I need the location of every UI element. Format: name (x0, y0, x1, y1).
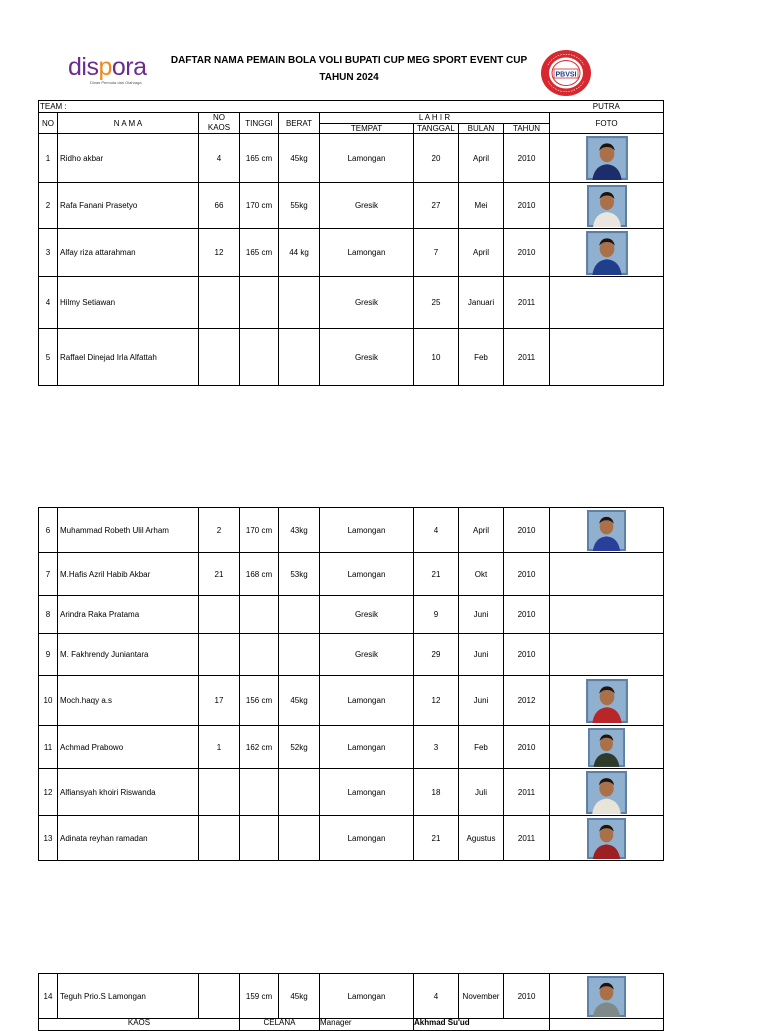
logo-tagline: Dinas Pemuda dan Olahraga (90, 80, 142, 85)
cell-no: 12 (39, 769, 58, 816)
cell-kaos: 4 (199, 134, 240, 183)
cell-tahun: 2010 (504, 183, 550, 229)
player-photo (586, 679, 628, 723)
cell-bulan: Juni (459, 634, 504, 676)
table-row (39, 596, 664, 634)
cell-tempat: Lamongan (320, 229, 414, 277)
cell-no: 11 (39, 726, 58, 769)
player-photo (587, 976, 626, 1017)
table-row (39, 553, 664, 596)
cell-nama: Muhammad Robeth Ulil Arham (58, 508, 199, 553)
cell-tanggal: 7 (414, 229, 459, 277)
cell-tanggal: 29 (414, 634, 459, 676)
cell-no: 9 (39, 634, 58, 676)
table-row (39, 634, 664, 676)
cell-kaos (199, 816, 240, 861)
col-header-lahir: L A H I R (320, 113, 550, 124)
col-header-bulan: BULAN (459, 123, 504, 134)
document-title (168, 52, 530, 86)
cell-no: 1 (39, 134, 58, 183)
cell-berat: 55kg (279, 183, 320, 229)
cell-tahun: 2010 (504, 553, 550, 596)
cell-nama: Moch.haqy a.s (58, 676, 199, 726)
cell-no: 7 (39, 553, 58, 596)
cell-tanggal: 12 (414, 676, 459, 726)
table-row (39, 229, 664, 277)
cell-tempat: Gresik (320, 277, 414, 329)
cell-tahun: 2010 (504, 726, 550, 769)
cell-bulan: April (459, 229, 504, 277)
cell-tanggal: 21 (414, 553, 459, 596)
cell-kaos (199, 634, 240, 676)
cell-tinggi: 170 cm (240, 183, 279, 229)
cell-no: 2 (39, 183, 58, 229)
dispora-logo (68, 52, 160, 92)
table-row (39, 134, 664, 183)
table-row (39, 974, 664, 1019)
cell-foto (550, 769, 664, 816)
cell-tahun: 2012 (504, 676, 550, 726)
cell-bulan: Januari (459, 277, 504, 329)
cell-tanggal: 18 (414, 769, 459, 816)
cell-foto (550, 974, 664, 1019)
cell-tinggi: 165 cm (240, 134, 279, 183)
cell-tahun: 2010 (504, 508, 550, 553)
col-header-tinggi: TINGGI (240, 113, 279, 134)
cell-nama: Alfiansyah khoiri Riswanda (58, 769, 199, 816)
seal-text: PBVSI (555, 71, 577, 79)
footer-manager-label: Manager (320, 1019, 414, 1031)
cell-berat: 53kg (279, 553, 320, 596)
cell-tahun: 2011 (504, 329, 550, 386)
table-row (39, 329, 664, 386)
cell-tempat: Lamongan (320, 134, 414, 183)
col-header-no-kaos (199, 113, 240, 134)
table-row (39, 508, 664, 553)
table-row (39, 769, 664, 816)
col-header-no-kaos-line2: KAOS (207, 123, 231, 132)
cell-tanggal: 4 (414, 508, 459, 553)
player-table-part3 (38, 973, 664, 1031)
cell-tanggal: 4 (414, 974, 459, 1019)
cell-kaos: 2 (199, 508, 240, 553)
player-table-part1 (38, 100, 664, 386)
cell-foto (550, 183, 664, 229)
cell-foto (550, 676, 664, 726)
player-photo (586, 136, 628, 180)
cell-nama: Ridho akbar (58, 134, 199, 183)
cell-tinggi: 165 cm (240, 229, 279, 277)
cell-foto (550, 134, 664, 183)
cell-bulan: Okt (459, 553, 504, 596)
footer-manager-name: Akhmad Su'ud (414, 1019, 550, 1031)
cell-no: 6 (39, 508, 58, 553)
cell-tanggal: 21 (414, 816, 459, 861)
cell-kaos: 66 (199, 183, 240, 229)
cell-tanggal: 10 (414, 329, 459, 386)
cell-foto (550, 816, 664, 861)
cell-berat: 43kg (279, 508, 320, 553)
cell-tempat: Lamongan (320, 816, 414, 861)
cell-berat: 52kg (279, 726, 320, 769)
cell-berat (279, 596, 320, 634)
cell-no: 13 (39, 816, 58, 861)
player-photo (587, 185, 627, 227)
cell-no: 8 (39, 596, 58, 634)
cell-kaos: 12 (199, 229, 240, 277)
cell-bulan: Juni (459, 676, 504, 726)
cell-bulan: Agustus (459, 816, 504, 861)
table-row (39, 816, 664, 861)
cell-bulan: Juli (459, 769, 504, 816)
player-photo (586, 231, 628, 275)
cell-foto (550, 229, 664, 277)
player-photo (587, 510, 626, 551)
cell-no: 5 (39, 329, 58, 386)
title-line-1: DAFTAR NAMA PEMAIN BOLA VOLI BUPATI CUP MEG SPORT EVENT CUP (170, 55, 528, 66)
cell-nama: Alfay riza attarahman (58, 229, 199, 277)
cell-tempat: Lamongan (320, 726, 414, 769)
cell-tahun: 2010 (504, 229, 550, 277)
cell-tinggi (240, 596, 279, 634)
cell-berat: 45kg (279, 134, 320, 183)
cell-berat (279, 816, 320, 861)
table-row (39, 726, 664, 769)
cell-tanggal: 20 (414, 134, 459, 183)
logo-word-o: p (98, 53, 112, 81)
cell-bulan: Feb (459, 726, 504, 769)
cell-tinggi: 168 cm (240, 553, 279, 596)
table-row (39, 183, 664, 229)
cell-tinggi: 159 cm (240, 974, 279, 1019)
cell-tempat: Lamongan (320, 508, 414, 553)
cell-kaos (199, 974, 240, 1019)
cell-tempat: Lamongan (320, 974, 414, 1019)
cell-berat (279, 277, 320, 329)
cell-foto (550, 553, 664, 596)
cell-nama: Arindra Raka Pratama (58, 596, 199, 634)
cell-bulan: November (459, 974, 504, 1019)
cell-kaos: 1 (199, 726, 240, 769)
cell-nama: M. Fakhrendy Juniantara (58, 634, 199, 676)
col-header-tanggal: TANGGAL (414, 123, 459, 134)
cell-tinggi (240, 769, 279, 816)
logo-word-suffix: ora (111, 53, 147, 81)
col-header-nama: N A M A (58, 113, 199, 134)
cell-tempat: Gresik (320, 634, 414, 676)
cell-no: 10 (39, 676, 58, 726)
footer-kaos-label: KAOS (39, 1019, 240, 1031)
cell-foto (550, 726, 664, 769)
cell-foto (550, 634, 664, 676)
footer-celana-label: CELANA (240, 1019, 320, 1031)
cell-tahun: 2010 (504, 134, 550, 183)
category-label: PUTRA (550, 101, 664, 113)
table-row (39, 676, 664, 726)
cell-tinggi (240, 816, 279, 861)
cell-bulan: Mei (459, 183, 504, 229)
cell-no: 14 (39, 974, 58, 1019)
cell-tempat: Gresik (320, 329, 414, 386)
cell-tempat: Gresik (320, 596, 414, 634)
cell-tinggi (240, 634, 279, 676)
table-row (39, 277, 664, 329)
cell-no: 4 (39, 277, 58, 329)
cell-tahun: 2011 (504, 277, 550, 329)
footer-empty-cell (550, 1019, 664, 1031)
player-table-part2 (38, 507, 664, 861)
cell-nama: Achmad Prabowo (58, 726, 199, 769)
cell-tahun: 2011 (504, 769, 550, 816)
cell-bulan: Feb (459, 329, 504, 386)
cell-bulan: Juni (459, 596, 504, 634)
cell-kaos (199, 277, 240, 329)
cell-berat: 45kg (279, 676, 320, 726)
cell-tempat: Lamongan (320, 676, 414, 726)
cell-foto (550, 508, 664, 553)
cell-kaos: 17 (199, 676, 240, 726)
cell-tempat: Gresik (320, 183, 414, 229)
cell-tahun: 2010 (504, 634, 550, 676)
cell-berat: 44 kg (279, 229, 320, 277)
pbvsi-seal-icon (540, 49, 592, 97)
cell-kaos (199, 769, 240, 816)
col-header-tempat: TEMPAT (320, 123, 414, 134)
cell-nama: Teguh Prio.S Lamongan (58, 974, 199, 1019)
title-line-2: TAHUN 2024 (319, 72, 379, 83)
cell-nama: Raffael Dinejad Irla Alfattah (58, 329, 199, 386)
player-photo (588, 728, 625, 767)
player-photo (587, 818, 626, 859)
cell-tinggi (240, 277, 279, 329)
cell-berat (279, 769, 320, 816)
cell-berat (279, 329, 320, 386)
col-header-berat: BERAT (279, 113, 320, 134)
col-header-no-kaos-line1: NO (213, 113, 225, 122)
col-header-foto: FOTO (550, 113, 664, 134)
cell-foto (550, 596, 664, 634)
team-label: TEAM : (39, 101, 550, 113)
cell-kaos (199, 596, 240, 634)
cell-nama: Adinata reyhan ramadan (58, 816, 199, 861)
cell-tanggal: 25 (414, 277, 459, 329)
cell-kaos: 21 (199, 553, 240, 596)
player-photo (586, 771, 627, 814)
cell-tinggi: 162 cm (240, 726, 279, 769)
logo-word-prefix: dis (68, 53, 99, 81)
cell-tahun: 2011 (504, 816, 550, 861)
cell-tempat: Lamongan (320, 553, 414, 596)
cell-bulan: April (459, 134, 504, 183)
cell-tinggi: 156 cm (240, 676, 279, 726)
cell-tahun: 2010 (504, 596, 550, 634)
col-header-no: NO (39, 113, 58, 134)
cell-nama: Hilmy Setiawan (58, 277, 199, 329)
cell-foto (550, 277, 664, 329)
cell-nama: Rafa Fanani Prasetyo (58, 183, 199, 229)
cell-nama: M.Hafis Azril Habib Akbar (58, 553, 199, 596)
cell-berat: 45kg (279, 974, 320, 1019)
cell-bulan: April (459, 508, 504, 553)
cell-foto (550, 329, 664, 386)
cell-no: 3 (39, 229, 58, 277)
col-header-tahun: TAHUN (504, 123, 550, 134)
cell-tanggal: 9 (414, 596, 459, 634)
cell-kaos (199, 329, 240, 386)
cell-tempat: Lamongan (320, 769, 414, 816)
cell-tinggi: 170 cm (240, 508, 279, 553)
cell-tanggal: 3 (414, 726, 459, 769)
cell-tinggi (240, 329, 279, 386)
cell-berat (279, 634, 320, 676)
cell-tanggal: 27 (414, 183, 459, 229)
cell-tahun: 2010 (504, 974, 550, 1019)
